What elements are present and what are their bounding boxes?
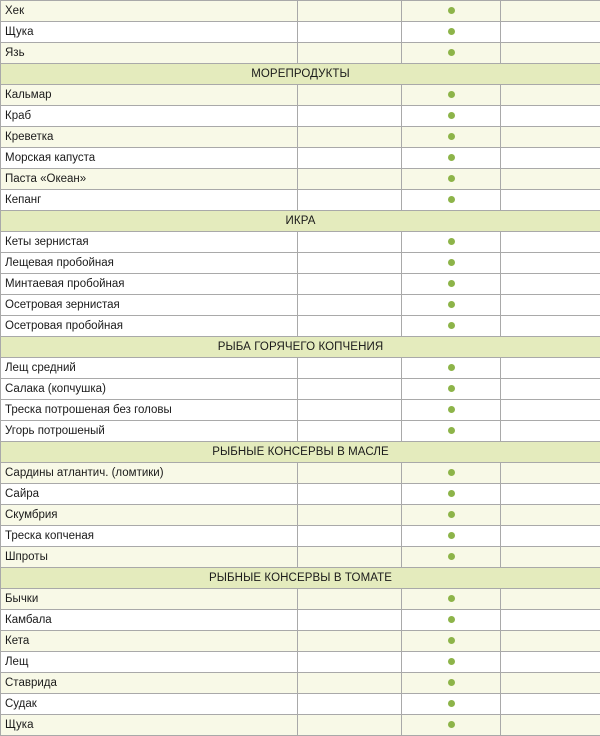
product-name-cell: Паста «Океан»: [1, 169, 298, 190]
green-dot-icon: [448, 700, 455, 707]
product-name-cell: Бычки: [1, 589, 298, 610]
empty-cell: [501, 148, 600, 169]
mark-cell: [402, 463, 501, 484]
table-row: [1, 232, 600, 253]
mark-cell: [402, 589, 501, 610]
mark-cell: [402, 316, 501, 337]
product-name-cell: Осетровая зернистая: [1, 295, 298, 316]
empty-cell: [501, 421, 600, 442]
table-row: [1, 43, 600, 64]
mark-cell: [402, 694, 501, 715]
empty-cell: [501, 127, 600, 148]
green-dot-icon: [448, 322, 455, 329]
empty-cell: [501, 400, 600, 421]
green-dot-icon: [448, 553, 455, 560]
green-dot-icon: [448, 238, 455, 245]
mark-cell: [402, 43, 501, 64]
mark-cell: [402, 232, 501, 253]
table-row: [1, 316, 600, 337]
table-row: [1, 1, 600, 22]
mark-cell: [402, 631, 501, 652]
green-dot-icon: [448, 154, 455, 161]
product-name-cell: Сайра: [1, 484, 298, 505]
empty-cell: [501, 295, 600, 316]
empty-cell: [501, 463, 600, 484]
empty-cell: [298, 358, 402, 379]
green-dot-icon: [448, 196, 455, 203]
mark-cell: [402, 1, 501, 22]
product-name-cell: Скумбрия: [1, 505, 298, 526]
empty-cell: [298, 463, 402, 484]
product-name-cell: Минтаевая пробойная: [1, 274, 298, 295]
mark-cell: [402, 400, 501, 421]
table-row: [1, 190, 600, 211]
green-dot-icon: [448, 721, 455, 728]
table-row: [1, 421, 600, 442]
empty-cell: [501, 22, 600, 43]
product-name-cell: Салака (копчушка): [1, 379, 298, 400]
mark-cell: [402, 22, 501, 43]
empty-cell: [298, 316, 402, 337]
green-dot-icon: [448, 679, 455, 686]
product-name-cell: Щука: [1, 22, 298, 43]
green-dot-icon: [448, 490, 455, 497]
green-dot-icon: [448, 616, 455, 623]
table-row: [1, 22, 600, 43]
section-header: [1, 64, 600, 85]
green-dot-icon: [448, 280, 455, 287]
empty-cell: [298, 232, 402, 253]
table-row: [1, 379, 600, 400]
empty-cell: [298, 547, 402, 568]
empty-cell: [298, 43, 402, 64]
mark-cell: [402, 715, 501, 736]
empty-cell: [298, 589, 402, 610]
product-name-cell: Кеты зернистая: [1, 232, 298, 253]
mark-cell: [402, 295, 501, 316]
empty-cell: [501, 715, 600, 736]
mark-cell: [402, 358, 501, 379]
mark-cell: [402, 169, 501, 190]
empty-cell: [298, 148, 402, 169]
mark-cell: [402, 127, 501, 148]
mark-cell: [402, 673, 501, 694]
product-name-cell: Треска потрошеная без головы: [1, 400, 298, 421]
mark-cell: [402, 526, 501, 547]
green-dot-icon: [448, 532, 455, 539]
product-name-cell: Кепанг: [1, 190, 298, 211]
empty-cell: [298, 22, 402, 43]
mark-cell: [402, 85, 501, 106]
mark-cell: [402, 190, 501, 211]
mark-cell: [402, 652, 501, 673]
green-dot-icon: [448, 49, 455, 56]
empty-cell: [298, 652, 402, 673]
empty-cell: [298, 610, 402, 631]
empty-cell: [298, 400, 402, 421]
section-header: [1, 568, 600, 589]
empty-cell: [298, 694, 402, 715]
green-dot-icon: [448, 259, 455, 266]
empty-cell: [501, 610, 600, 631]
empty-cell: [298, 505, 402, 526]
empty-cell: [298, 274, 402, 295]
section-title: ИКРА: [1, 211, 600, 232]
green-dot-icon: [448, 364, 455, 371]
mark-cell: [402, 484, 501, 505]
table-row: [1, 253, 600, 274]
table-row: [1, 85, 600, 106]
product-name-cell: Краб: [1, 106, 298, 127]
table-row: [1, 589, 600, 610]
product-name-cell: Лещ средний: [1, 358, 298, 379]
empty-cell: [501, 85, 600, 106]
empty-cell: [501, 652, 600, 673]
empty-cell: [501, 316, 600, 337]
product-name-cell: Кета: [1, 631, 298, 652]
mark-cell: [402, 106, 501, 127]
section-title: РЫБА ГОРЯЧЕГО КОПЧЕНИЯ: [1, 337, 600, 358]
empty-cell: [298, 106, 402, 127]
mark-cell: [402, 253, 501, 274]
table-row: [1, 547, 600, 568]
empty-cell: [501, 106, 600, 127]
table-row: [1, 652, 600, 673]
mark-cell: [402, 148, 501, 169]
product-name-cell: Сардины атлантич. (ломтики): [1, 463, 298, 484]
product-name-cell: Осетровая пробойная: [1, 316, 298, 337]
product-name-cell: Ставрида: [1, 673, 298, 694]
product-name-cell: Хек: [1, 1, 298, 22]
table-row: [1, 295, 600, 316]
table-row: [1, 526, 600, 547]
empty-cell: [501, 190, 600, 211]
empty-cell: [501, 589, 600, 610]
empty-cell: [298, 715, 402, 736]
mark-cell: [402, 505, 501, 526]
empty-cell: [298, 85, 402, 106]
product-name-cell: Треска копченая: [1, 526, 298, 547]
green-dot-icon: [448, 658, 455, 665]
table-row: [1, 505, 600, 526]
table-row: [1, 169, 600, 190]
empty-cell: [501, 694, 600, 715]
product-name-cell: Щука: [1, 715, 298, 736]
product-name-cell: Шпроты: [1, 547, 298, 568]
green-dot-icon: [448, 406, 455, 413]
green-dot-icon: [448, 595, 455, 602]
empty-cell: [298, 673, 402, 694]
green-dot-icon: [448, 301, 455, 308]
table-row: [1, 631, 600, 652]
empty-cell: [298, 127, 402, 148]
empty-cell: [298, 379, 402, 400]
product-name-cell: Судак: [1, 694, 298, 715]
green-dot-icon: [448, 133, 455, 140]
empty-cell: [298, 295, 402, 316]
empty-cell: [501, 484, 600, 505]
table-row: [1, 148, 600, 169]
section-title: РЫБНЫЕ КОНСЕРВЫ В МАСЛЕ: [1, 442, 600, 463]
table-row: [1, 715, 600, 736]
table-row: [1, 400, 600, 421]
green-dot-icon: [448, 91, 455, 98]
section-header: [1, 337, 600, 358]
table-row: [1, 463, 600, 484]
mark-cell: [402, 421, 501, 442]
table-row: [1, 127, 600, 148]
empty-cell: [298, 484, 402, 505]
table-row: [1, 694, 600, 715]
empty-cell: [501, 673, 600, 694]
table-row: [1, 610, 600, 631]
empty-cell: [501, 358, 600, 379]
green-dot-icon: [448, 385, 455, 392]
green-dot-icon: [448, 637, 455, 644]
section-header: [1, 442, 600, 463]
empty-cell: [501, 631, 600, 652]
product-name-cell: Лещевая пробойная: [1, 253, 298, 274]
table-row: [1, 484, 600, 505]
empty-cell: [501, 274, 600, 295]
empty-cell: [501, 379, 600, 400]
green-dot-icon: [448, 175, 455, 182]
empty-cell: [501, 526, 600, 547]
green-dot-icon: [448, 112, 455, 119]
product-name-cell: Кальмар: [1, 85, 298, 106]
mark-cell: [402, 610, 501, 631]
empty-cell: [298, 253, 402, 274]
table-row: [1, 274, 600, 295]
section-title: МОРЕПРОДУКТЫ: [1, 64, 600, 85]
green-dot-icon: [448, 469, 455, 476]
empty-cell: [298, 631, 402, 652]
empty-cell: [501, 505, 600, 526]
empty-cell: [501, 1, 600, 22]
empty-cell: [501, 232, 600, 253]
product-name-cell: Креветка: [1, 127, 298, 148]
green-dot-icon: [448, 427, 455, 434]
empty-cell: [501, 169, 600, 190]
empty-cell: [298, 190, 402, 211]
product-name-cell: Язь: [1, 43, 298, 64]
section-title: РЫБНЫЕ КОНСЕРВЫ В ТОМАТЕ: [1, 568, 600, 589]
product-name-cell: Морская капуста: [1, 148, 298, 169]
table-row: [1, 673, 600, 694]
empty-cell: [501, 547, 600, 568]
table-row: [1, 358, 600, 379]
table-row: [1, 106, 600, 127]
mark-cell: [402, 274, 501, 295]
section-header: [1, 211, 600, 232]
empty-cell: [298, 526, 402, 547]
empty-cell: [298, 169, 402, 190]
product-name-cell: Лещ: [1, 652, 298, 673]
empty-cell: [501, 43, 600, 64]
green-dot-icon: [448, 28, 455, 35]
green-dot-icon: [448, 511, 455, 518]
mark-cell: [402, 547, 501, 568]
green-dot-icon: [448, 7, 455, 14]
empty-cell: [501, 253, 600, 274]
empty-cell: [298, 1, 402, 22]
empty-cell: [298, 421, 402, 442]
product-name-cell: Камбала: [1, 610, 298, 631]
product-name-cell: Угорь потрошеный: [1, 421, 298, 442]
mark-cell: [402, 379, 501, 400]
